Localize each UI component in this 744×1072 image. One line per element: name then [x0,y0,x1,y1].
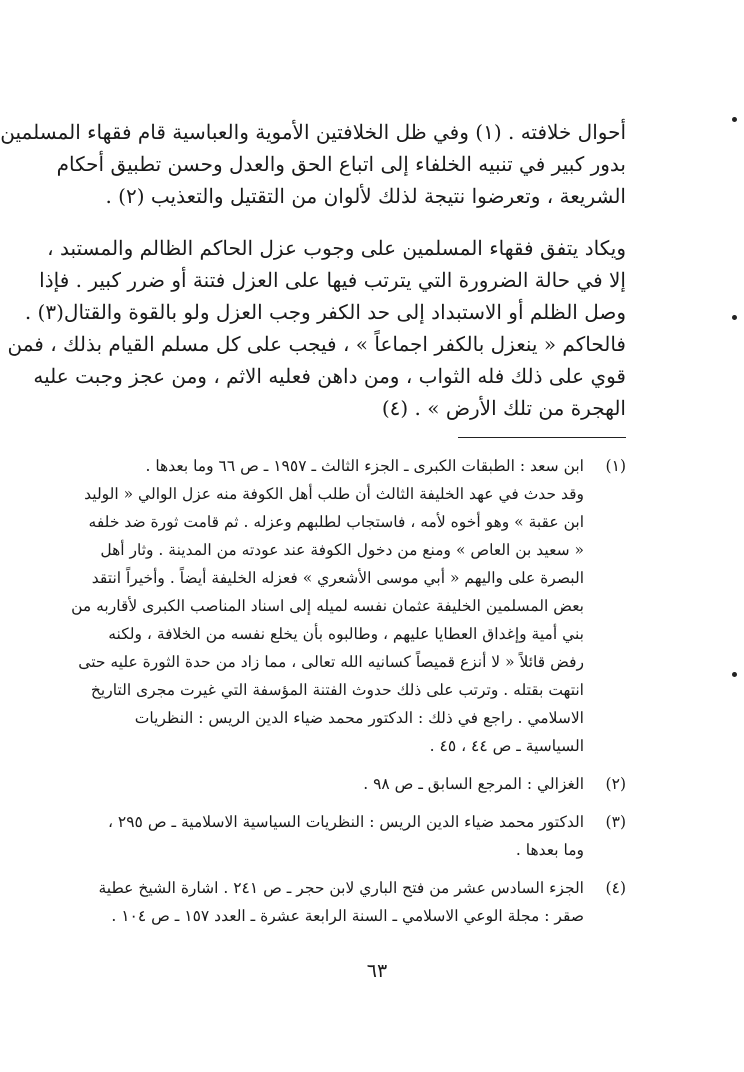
text-line: فالحاكم « ينعزل بالكفر اجماعاً » ، فيجب على كل مسلم القيام بذلك ، فمن [7,332,626,356]
footnote-3 [106,808,626,864]
text-line: الشريعة ، وتعرضوا نتيجة لذلك لألوان من التقتيل والتعذيب (٢) . [105,184,626,208]
text-line: أحوال خلافته . (١) وفي ظل الخلافتين الأموية والعباسية قام فقهاء المسلمين [0,120,626,144]
footnote-1 [71,452,626,760]
paragraph-1 [0,116,626,212]
footnote-line: صقر : مجلة الوعي الاسلامي ـ السنة الرابعة عشرة ـ العدد ١٥٧ ـ ص ١٠٤ . [111,907,584,925]
margin-speck [732,315,737,320]
footnote-line: « سعيد بن العاص » ومنع من دخول الكوفة عند عودته من المدينة . وثار أهل [100,541,584,559]
paragraph-2 [7,232,626,424]
page-number: ٦٣ [366,960,388,982]
footnote-line: الغزالي : المرجع السابق ـ ص ٩٨ . [363,775,584,793]
footnote-line: السياسية ـ ص ٤٤ ، ٤٥ . [429,737,584,755]
footnotes-section [71,452,626,940]
footnote-4 [98,874,626,930]
footnote-line: ابن عقبة » وهو أخوه لأمه ، فاستجاب لطلبهم وعزله . ثم قامت ثورة ضد خلفه [88,513,584,531]
margin-speck [732,672,737,677]
footnote-number: (٤) [605,879,626,897]
text-line: إلا في حالة الضرورة التي يترتب فيها على العزل فتنة أو ضرر كبير . فإذا [39,268,626,292]
footnote-line: الدكتور محمد ضياء الدين الريس : النظريات السياسية الاسلامية ـ ص ٢٩٥ ، [107,813,584,831]
text-line: وصل الظلم أو الاستبداد إلى حد الكفر وجب العزل ولو بالقوة والقتال(٣) . [24,300,626,324]
footnote-number: (١) [605,457,626,475]
footnote-2 [106,770,626,798]
footnote-line: الجزء السادس عشر من فتح الباري لابن حجر ـ ص ٢٤١ . اشارة الشيخ عطية [98,879,584,897]
footnote-line: ابن سعد : الطبقات الكبرى ـ الجزء الثالث ـ ١٩٥٧ ـ ص ٦٦ وما بعدها . [145,457,584,475]
margin-speck [732,117,737,122]
footnote-line: انتهت بقتله . وترتب على ذلك حدوث الفتنة المؤسفة التي غيرت مجرى التاريخ [90,681,584,699]
text-line: قوي على ذلك فله الثواب ، ومن داهن فعليه الاثم ، ومن عجز وجبت عليه [33,364,626,388]
footnote-line: الاسلامي . راجع في ذلك : الدكتور محمد ضياء الدين الريس : النظريات [134,709,584,727]
footnote-number: (٣) [605,813,626,831]
footnote-line: بعض المسلمين الخليفة عثمان نفسه لميله إلى اسناد المناصب الكبرى لأقاربه من [71,597,584,615]
footnote-line: رفض قائلاً « لا أنزع قميصاً كسانيه الله تعالى ، مما زاد من حدة الثورة عليه حتى [78,653,584,671]
text-line: الهجرة من تلك الأرض » . (٤) [381,396,626,420]
footnote-number: (٢) [605,775,626,793]
footnote-line: وقد حدث في عهد الخليفة الثالث أن طلب أهل الكوفة منه عزل الوالي « الوليد [84,485,584,503]
footnote-separator [458,437,626,438]
footnote-line: وما بعدها . [515,841,584,859]
text-line: بدور كبير في تنبيه الخلفاء إلى اتباع الحق والعدل وحسن تطبيق أحكام [56,152,626,176]
footnote-line: البصرة على واليهم « أبي موسى الأشعري » فعزله الخليفة أيضاً . وأخيراً انتقد [91,569,584,587]
text-line: ويكاد يتفق فقهاء المسلمين على وجوب عزل الحاكم الظالم والمستبد ، [47,236,626,260]
footnote-line: بني أمية وإغداق العطايا عليهم ، وطالبوه بأن يخلع نفسه من الخلافة ، ولكنه [108,625,584,643]
